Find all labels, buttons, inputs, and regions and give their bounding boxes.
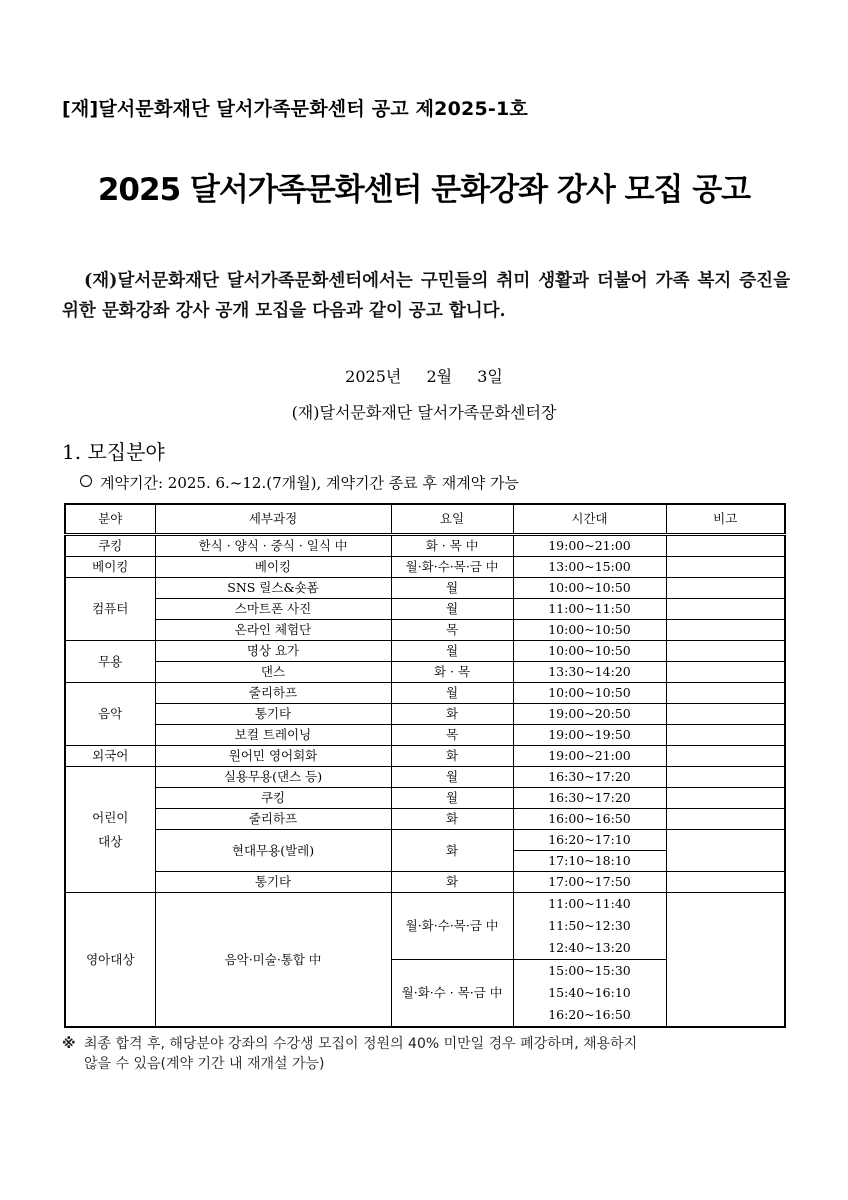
remarks-cell: [666, 578, 785, 599]
remarks-cell: [666, 788, 785, 809]
header-remarks: 비고: [666, 504, 785, 535]
time-cell: 19:00~21:00: [513, 535, 666, 557]
time-cell: [513, 893, 666, 960]
field-cell: 음악: [65, 683, 155, 746]
remarks-cell: [666, 746, 785, 767]
remarks-cell: [666, 725, 785, 746]
table-row: [65, 535, 785, 557]
remarks-cell: [666, 830, 785, 872]
intro-paragraph: (재)달서문화재단 달서가족문화센터에서는 구민들의 취미 생활과 더불어 가족 복지 증진을 위한 문화강좌 강사 공개 모집을 다음과 같이 공고 합니다.: [62, 271, 790, 321]
day-cell: 월·화·수·목·금 中: [391, 557, 513, 578]
date-year: 2025년: [345, 367, 402, 386]
remarks-cell: [666, 872, 785, 893]
field-children-line2: 대상: [98, 833, 123, 849]
remarks-cell: [666, 641, 785, 662]
contract-period: [80, 472, 519, 493]
time-slot: 11:50~12:30: [548, 918, 631, 933]
time-cell: 10:00~10:50: [513, 683, 666, 704]
remarks-cell: [666, 809, 785, 830]
field-cell: 무용: [65, 641, 155, 683]
day-cell: 월: [391, 683, 513, 704]
time-cell: 13:30~14:20: [513, 662, 666, 683]
time-cell: 10:00~10:50: [513, 620, 666, 641]
field-cell: 외국어: [65, 746, 155, 767]
recruitment-table: [64, 503, 786, 1028]
course-cell: 현대무용(발레): [155, 830, 391, 872]
table-row: [65, 683, 785, 704]
day-cell: 월: [391, 599, 513, 620]
day-cell: 화 · 목 中: [391, 535, 513, 557]
course-cell: 음악·미술·통합 中: [155, 893, 391, 1028]
time-cell: 17:10~18:10: [513, 851, 666, 872]
course-cell: 베이킹: [155, 557, 391, 578]
issuing-organization: (재)달서문화재단 달서가족문화센터장: [291, 403, 557, 422]
course-cell: 통기타: [155, 872, 391, 893]
footnote: [62, 1034, 792, 1074]
table-row: [65, 830, 785, 851]
table-row: [65, 746, 785, 767]
course-cell: 명상 요가: [155, 641, 391, 662]
remarks-cell: [666, 893, 785, 1028]
table-row: [65, 578, 785, 599]
day-cell: 화: [391, 809, 513, 830]
course-cell: 실용무용(댄스 등): [155, 767, 391, 788]
day-cell: 월: [391, 767, 513, 788]
section-heading-recruitment: 1. 모집분야: [62, 440, 165, 464]
time-cell: [513, 960, 666, 1028]
day-cell: 화: [391, 746, 513, 767]
table-header-row: [65, 504, 785, 535]
remarks-cell: [666, 599, 785, 620]
course-cell: 줄리하프: [155, 809, 391, 830]
course-cell: 댄스: [155, 662, 391, 683]
time-slot: 16:20~16:50: [548, 1007, 631, 1022]
remarks-cell: [666, 620, 785, 641]
table-row: [65, 893, 785, 960]
date-month: 2월: [426, 367, 453, 386]
bullet-circle-icon: [80, 475, 92, 487]
header-day: 요일: [391, 504, 513, 535]
day-cell: 월: [391, 788, 513, 809]
footnote-line2: 않을 수 있음(계약 기간 내 재개설 가능): [84, 1056, 325, 1072]
field-children-line1: 어린이: [92, 809, 129, 825]
time-slot: 11:00~11:40: [548, 896, 631, 911]
time-slot: 12:40~13:20: [548, 940, 631, 955]
course-cell: 온라인 체험단: [155, 620, 391, 641]
time-cell: 16:00~16:50: [513, 809, 666, 830]
field-cell: [65, 767, 155, 893]
field-cell: 쿠킹: [65, 535, 155, 557]
time-cell: 16:30~17:20: [513, 788, 666, 809]
day-cell: 목: [391, 620, 513, 641]
day-cell: 월·화·수 · 목·금 中: [391, 960, 513, 1028]
time-cell: 19:00~20:50: [513, 704, 666, 725]
time-cell: 16:20~17:10: [513, 830, 666, 851]
time-cell: 11:00~11:50: [513, 599, 666, 620]
date-day: 3일: [477, 367, 503, 386]
time-cell: 10:00~10:50: [513, 578, 666, 599]
table-row: [65, 599, 785, 620]
time-cell: 16:30~17:20: [513, 767, 666, 788]
field-cell: 베이킹: [65, 557, 155, 578]
time-cell: 17:00~17:50: [513, 872, 666, 893]
remarks-cell: [666, 535, 785, 557]
time-cell: 19:00~21:00: [513, 746, 666, 767]
footnote-line1: 최종 합격 후, 해당분야 강좌의 수강생 모집이 정원의 40% 미만일 경우 폐강하며, 채용하지: [84, 1036, 638, 1052]
field-cell: 영아대상: [65, 893, 155, 1028]
day-cell: 화: [391, 704, 513, 725]
remarks-cell: [666, 662, 785, 683]
course-cell: SNS 릴스&숏폼: [155, 578, 391, 599]
document-number: [재]달서문화재단 달서가족문화센터 공고 제2025-1호: [62, 98, 528, 120]
course-cell: 통기타: [155, 704, 391, 725]
table-row: [65, 809, 785, 830]
course-cell: 한식 · 양식 · 중식 · 일식 中: [155, 535, 391, 557]
table-row: [65, 872, 785, 893]
table-row: [65, 641, 785, 662]
time-slot: 15:40~16:10: [548, 985, 631, 1000]
remarks-cell: [666, 767, 785, 788]
table-row: [65, 767, 785, 788]
table-row: [65, 704, 785, 725]
time-cell: 10:00~10:50: [513, 641, 666, 662]
course-cell: 쿠킹: [155, 788, 391, 809]
time-slot: 15:00~15:30: [548, 963, 631, 978]
day-cell: 월: [391, 578, 513, 599]
course-cell: 원어민 영어회화: [155, 746, 391, 767]
field-cell: 컴퓨터: [65, 578, 155, 641]
announcement-date: [0, 364, 848, 387]
remarks-cell: [666, 683, 785, 704]
course-cell: 줄리하프: [155, 683, 391, 704]
day-cell: 목: [391, 725, 513, 746]
page-title: 2025 달서가족문화센터 문화강좌 강사 모집 공고: [97, 172, 751, 208]
time-cell: 13:00~15:00: [513, 557, 666, 578]
remarks-cell: [666, 704, 785, 725]
table-row: [65, 725, 785, 746]
contract-period-text: 계약기간: 2025. 6.~12.(7개월), 계약기간 종료 후 재계약 가능: [100, 474, 519, 492]
header-field: 분야: [65, 504, 155, 535]
remarks-cell: [666, 557, 785, 578]
course-cell: 스마트폰 사진: [155, 599, 391, 620]
header-course: 세부과정: [155, 504, 391, 535]
day-cell: 화: [391, 830, 513, 872]
table-row: [65, 662, 785, 683]
day-cell: 월: [391, 641, 513, 662]
day-cell: 월·화·수·목·금 中: [391, 893, 513, 960]
day-cell: 화 · 목: [391, 662, 513, 683]
day-cell: 화: [391, 872, 513, 893]
table-row: [65, 557, 785, 578]
note-mark: ※: [62, 1036, 76, 1052]
table-row: [65, 788, 785, 809]
course-cell: 보컬 트레이닝: [155, 725, 391, 746]
table-row: [65, 620, 785, 641]
header-time: 시간대: [513, 504, 666, 535]
time-cell: 19:00~19:50: [513, 725, 666, 746]
